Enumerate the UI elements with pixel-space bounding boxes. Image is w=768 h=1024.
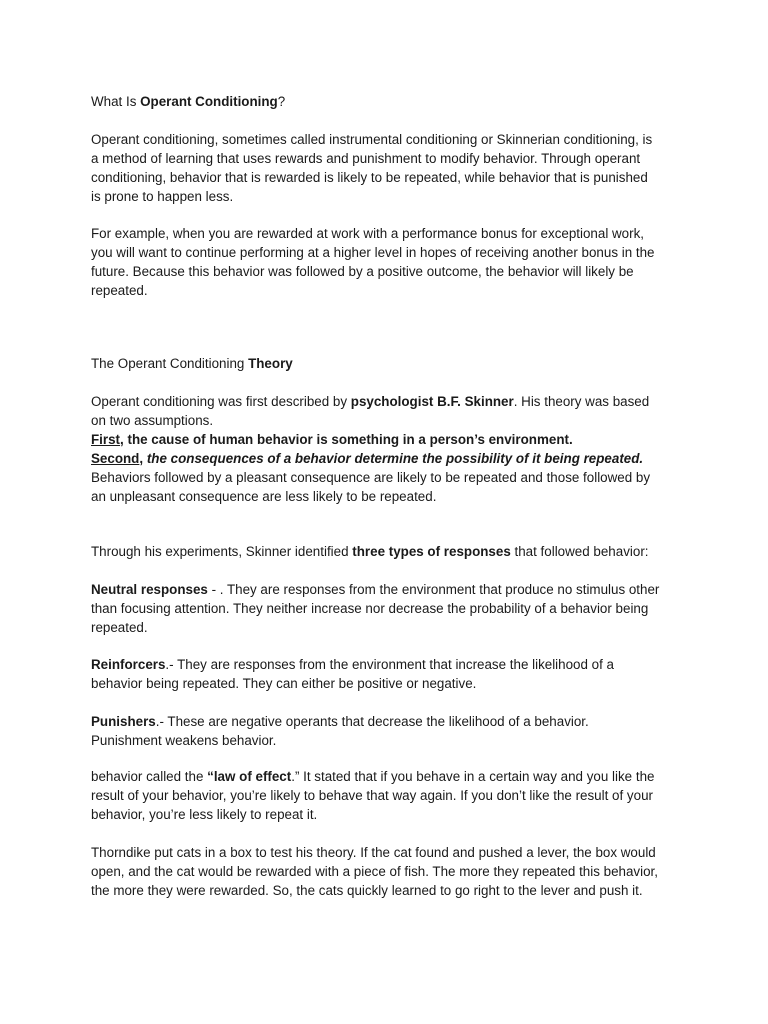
- text-run: - . They are responses from the environment that produce no stimulus other: [207, 582, 660, 597]
- heading-bold: Operant Conditioning: [140, 94, 278, 109]
- heading-prefix: What Is: [91, 94, 141, 109]
- section-heading-theory: [91, 354, 681, 373]
- text-bold-run: “law of effect: [207, 769, 292, 784]
- section-heading-what-is: [91, 92, 681, 111]
- paragraph-example: [91, 224, 681, 300]
- assumption-first: [91, 430, 681, 449]
- text-run: .” It stated that if you behave in a certain way and you like the: [291, 769, 655, 784]
- term-bold: Reinforcers: [91, 657, 166, 672]
- assumption-label: Second: [91, 451, 140, 466]
- assumption-separator: ,: [120, 432, 128, 447]
- text-line: is prone to happen less.: [91, 189, 234, 204]
- text-run: Through his experiments, Skinner identified: [91, 544, 353, 559]
- text-line: the more they were rewarded. So, the cats quickly learned to go right to the lever and push it.: [91, 883, 643, 898]
- text-line: a method of learning that uses rewards and punishment to modify behavior. Through operant: [91, 151, 641, 166]
- text-line: repeated.: [91, 283, 148, 298]
- paragraph-reinforcers: [91, 655, 681, 693]
- text-line: Operant conditioning, sometimes called instrumental conditioning or Skinnerian conditioning, is: [91, 132, 653, 147]
- text-bold-run: psychologist B.F. Skinner: [350, 394, 514, 409]
- text-line: future. Because this behavior was followed by a positive outcome, the behavior will likely be: [91, 264, 634, 279]
- term-bold: Neutral responses: [91, 582, 208, 597]
- paragraph-thorndike: [91, 843, 681, 900]
- text-bold-run: three types of responses: [352, 544, 511, 559]
- term-bold: Punishers: [91, 714, 156, 729]
- text-line: behavior being repeated. They can either be positive or negative.: [91, 676, 477, 691]
- assumption-text: the consequences of a behavior determine the possibility of it being repeated.: [146, 451, 644, 466]
- assumption-label: First: [91, 432, 121, 447]
- text-line: conditioning, behavior that is rewarded is likely to be repeated, while behavior that is punished: [91, 170, 648, 185]
- assumption-second: [91, 449, 681, 468]
- text-line: result of your behavior, you’re likely to behave that way again. If you don’t like the result of your: [91, 788, 653, 803]
- assumption-separator: ,: [139, 451, 147, 466]
- text-line: an unpleasant consequence are less likely to be repeated.: [91, 489, 437, 504]
- text-line: Thorndike put cats in a box to test his theory. If the cat found and pushed a lever, the box would: [91, 845, 656, 860]
- paragraph-three-types: [91, 542, 681, 561]
- text-line: Punishment weakens behavior.: [91, 733, 277, 748]
- text-line: on two assumptions.: [91, 413, 214, 428]
- text-line: For example, when you are rewarded at work with a performance bonus for exceptional work,: [91, 226, 645, 241]
- text-line: open, and the cat would be rewarded with a piece of fish. The more they repeated this behavior,: [91, 864, 658, 879]
- paragraph-punishers: [91, 712, 681, 750]
- paragraph-neutral-responses: [91, 580, 681, 637]
- text-run: that followed behavior:: [510, 544, 649, 559]
- text-run: .- These are negative operants that decrease the likelihood of a behavior.: [155, 714, 589, 729]
- heading-prefix: The Operant Conditioning: [91, 356, 249, 371]
- text-line: you will want to continue performing at a higher level in hopes of receiving another bonus in the: [91, 245, 655, 260]
- text-run: . His theory was based: [513, 394, 650, 409]
- text-line: Behaviors followed by a pleasant consequence are likely to be repeated and those followed by: [91, 470, 651, 485]
- text-line: behavior, you’re less likely to repeat it.: [91, 807, 318, 822]
- paragraph-law-of-effect: [91, 767, 681, 824]
- text-run: .- They are responses from the environment that increase the likelihood of a: [165, 657, 615, 672]
- heading-suffix: ?: [277, 94, 286, 109]
- heading-bold: Theory: [248, 356, 293, 371]
- text-line: repeated.: [91, 620, 148, 635]
- paragraph-skinner-theory: [91, 392, 681, 506]
- text-run: Operant conditioning was first described by: [91, 394, 351, 409]
- text-run: behavior called the: [91, 769, 208, 784]
- text-line: than focusing attention. They neither increase nor decrease the probability of a behavior being: [91, 601, 649, 616]
- paragraph-definition: [91, 130, 681, 206]
- assumption-text: the cause of human behavior is something in a person’s environment.: [127, 432, 573, 447]
